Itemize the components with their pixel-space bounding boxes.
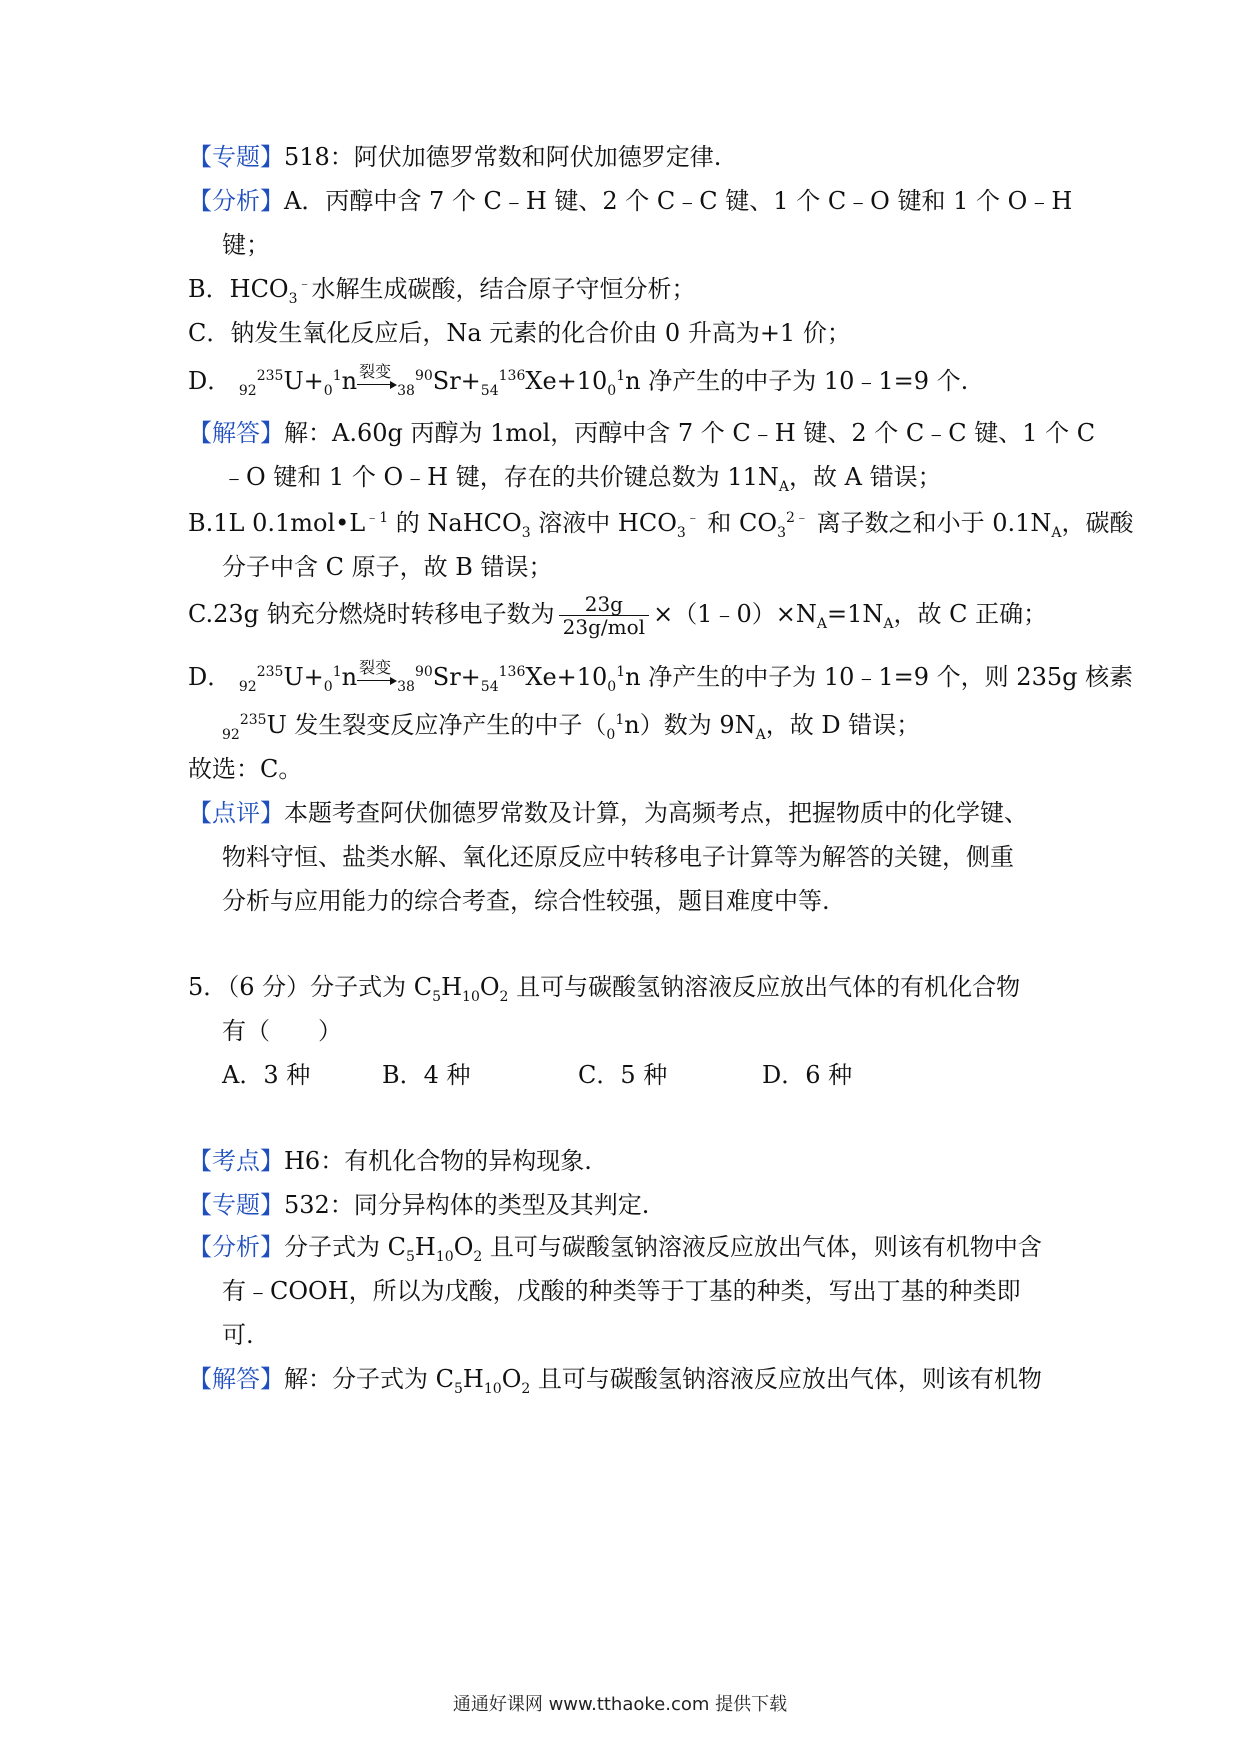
q5-fenxi-line2: 有﹣COOH，所以为戊酸，戊酸的种类等于丁基的种类，写出丁基的种类即 — [222, 1277, 1021, 1305]
q5-jieda-line1: 【解答】解：分子式为 $C_5H_{10}O_2$ 且可与碳酸氢钠溶液反应放出气体，则该有机物 — [188, 1365, 1042, 1397]
q4-jieda-d1: D． $_{92}^{235}U+_0^1n$ 裂变 $_{38}^{90}Sr+_{54}^{136}Xe+10_0^1n$ 净产生的中子为 10﹣1=9 个，则 235g 核素 — [188, 658, 1134, 695]
q5-fenxi-line3: 可. — [222, 1321, 254, 1349]
tag-fenxi: 【分析】 — [188, 187, 284, 215]
q5-fenxi-line1: 【分析】分子式为 $C_5H_{10}O_2$ 且可与碳酸氢钠溶液反应放出气体，则该有机物中含 — [188, 1233, 1042, 1265]
q4-fenxi-d: D． $_{92}^{235}U+_0^1n$ 裂变 $_{38}^{90}Sr+_{54}^{136}Xe+10_0^1n$ 净产生的中子为 10﹣1=9 个. — [188, 362, 969, 399]
q4-jieda-c: C.23g 钠充分燃烧时转移电子数为 $\frac{23g}{\text{23g/mol}}$ $\times(1﹣0)\times N_A=1N_A$，故 C 正确； — [188, 592, 1048, 639]
q4-jieda-b2: 分子中含 C 原子，故 B 错误； — [222, 553, 553, 581]
option-d: D．6 种 — [762, 1061, 853, 1089]
q5-zhuanti: 【专题】532：同分异构体的类型及其判定. — [188, 1191, 650, 1219]
option-c: C．5 种 — [578, 1061, 668, 1089]
option-b: B．4 种 — [382, 1061, 471, 1089]
q4-fenxi-line2: 键； — [222, 231, 270, 259]
q5-stem-line1: 5．（6 分）分子式为 $C_5H_{10}O_2$ 且可与碳酸氢钠溶液反应放出气体的有机化合物 — [188, 973, 1021, 1005]
tag-fenxi: 【分析】 — [188, 1233, 284, 1261]
fraction: $\frac{23g}{\text{23g/mol}}$ — [559, 593, 649, 638]
fission-arrow: 裂变 — [357, 369, 397, 389]
tag-jieda: 【解答】 — [188, 419, 284, 447]
q4-guxuan: 故选：C。 — [188, 755, 303, 783]
q4-jieda-line1: 【解答】解：A.60g 丙醇为 1mol，丙醇中含 7 个 C﹣H 键、2 个 C﹣C 键、1 个 C — [188, 419, 1096, 447]
option-a: A．3 种 — [222, 1061, 311, 1089]
q4-jieda-line2: ﹣O 键和 1 个 O﹣H 键，存在的共价键总数为 $11N_A$，故 A 错误； — [222, 463, 942, 495]
q4-dianping-line2: 物料守恒、盐类水解、氧化还原反应中转移电子计算等为解答的关键，侧重 — [222, 843, 1014, 871]
fission-arrow: 裂变 — [357, 665, 397, 685]
tag-jieda: 【解答】 — [188, 1365, 284, 1393]
q4-jieda-b1: B.1L $0.1mol•L^{﹣1}$ 的 NaHCO$_3$ 溶液中 $HCO_3^﹣$ 和 $CO_3^{2﹣}$ 离子数之和小于 $0.1N_A$，碳酸 — [188, 509, 1134, 541]
q4-dianping-line1: 【点评】本题考查阿伏伽德罗常数及计算，为高频考点，把握物质中的化学键、 — [188, 799, 1028, 827]
q5-stem-line2: 有（ ） — [222, 1017, 342, 1045]
tag-zhuanti: 【专题】 — [188, 1191, 284, 1219]
q4-jieda-d2: $_{92}^{235}$U 发生裂变反应净产生的中子$(_0^1n)$数为 $9N_A$，故 D 错误； — [222, 711, 921, 743]
q4-zhuanti: 【专题】518：阿伏加德罗常数和阿伏加德罗定律. — [188, 143, 722, 171]
footer-watermark: 通通好课网 www.tthaoke.com 提供下载 — [452, 1694, 788, 1715]
tag-kaodian: 【考点】 — [188, 1147, 284, 1175]
q4-fenxi-c: C．钠发生氧化反应后，Na 元素的化合价由 0 升高为+1 价； — [188, 319, 851, 347]
tag-dianping: 【点评】 — [188, 799, 284, 827]
q4-dianping-line3: 分析与应用能力的综合考查，综合性较强，题目难度中等. — [222, 887, 830, 915]
q4-fenxi-line1: 【分析】A．丙醇中含 7 个 C﹣H 键、2 个 C﹣C 键、1 个 C﹣O 键和 1 个 O﹣H — [188, 187, 1073, 215]
tag-zhuanti: 【专题】 — [188, 143, 284, 171]
q5-kaodian: 【考点】H6：有机化合物的异构现象. — [188, 1147, 592, 1175]
q4-fenxi-b: B．$HCO_3^﹣$水解生成碳酸，结合原子守恒分析； — [188, 275, 696, 307]
